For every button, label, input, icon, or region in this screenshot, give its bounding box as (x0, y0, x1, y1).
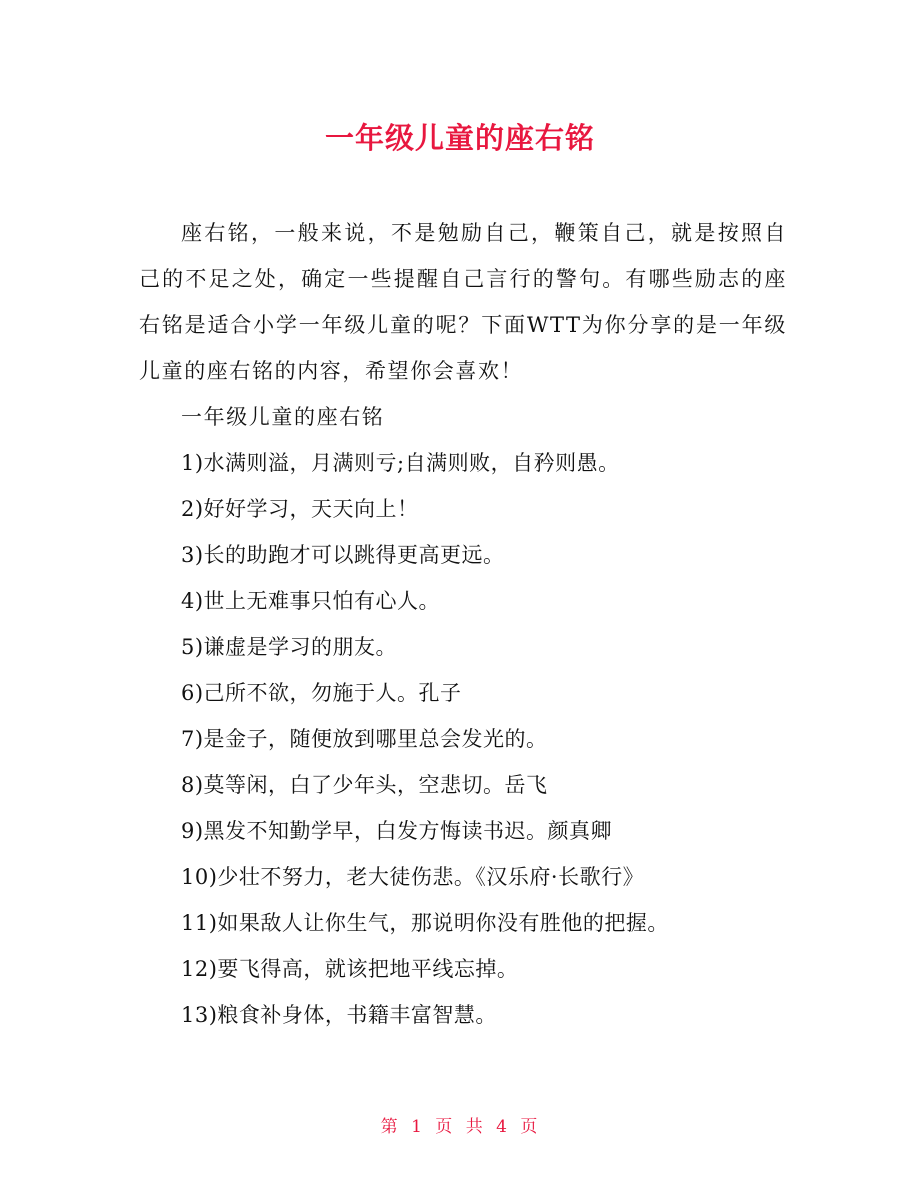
list-item: 1)水满则溢，月满则亏;自满则败，自矜则愚。 (181, 451, 620, 475)
list-item: 6)己所不欲，勿施于人。孔子 (181, 681, 462, 705)
motto-list (139, 440, 787, 1038)
document-body (139, 210, 787, 1038)
list-item: 10)少壮不努力，老大徒伤悲。《汉乐府·长歌行》 (181, 865, 645, 889)
list-item: 13)粮食补身体，书籍丰富智慧。 (181, 1003, 497, 1027)
list-item: 9)黑发不知勤学早，白发方悔读书迟。颜真卿 (181, 819, 613, 843)
list-item: 8)莫等闲，白了少年头，空悲切。岳飞 (181, 773, 548, 797)
page-title: 一年级儿童的座右铭 (324, 121, 595, 155)
list-item: 7)是金子，随便放到哪里总会发光的。 (181, 727, 548, 751)
list-item: 12)要飞得高，就该把地平线忘掉。 (181, 957, 519, 981)
list-item: 5)谦虚是学习的朋友。 (181, 635, 398, 659)
intro-paragraph: 座右铭，一般来说，不是勉励自己，鞭策自己，就是按照自己的不足之处，确定一些提醒自己言行的警句。有哪些励志的座右铭是适合小学一年级儿童的呢？下面WTT为你分享的是一年级儿童的座右铭的内容，希望你会喜欢！ (139, 221, 787, 383)
page-footer: 第 1 页 共 4 页 (380, 1117, 540, 1137)
list-item: 2)好好学习，天天向上！ (181, 497, 419, 521)
section-heading: 一年级儿童的座右铭 (181, 405, 385, 429)
list-item: 3)长的助跑才可以跳得更高更远。 (181, 543, 505, 567)
list-item: 11)如果敌人让你生气，那说明你没有胜他的把握。 (181, 911, 669, 935)
list-item: 4)世上无难事只怕有心人。 (181, 589, 441, 613)
